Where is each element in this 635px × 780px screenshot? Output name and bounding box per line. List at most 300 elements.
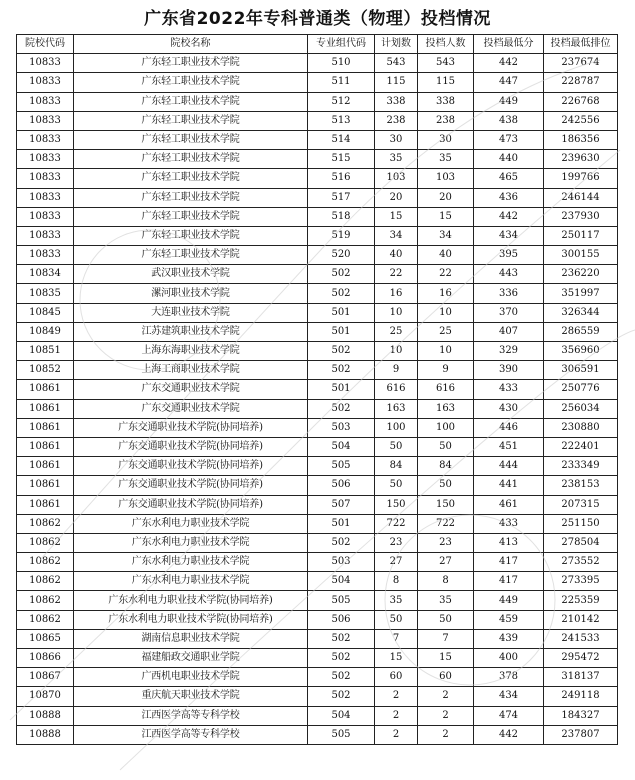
- cell-min-rank: 250117: [544, 226, 618, 245]
- cell-plan-count: 616: [375, 380, 418, 399]
- cell-admitted-count: 9: [418, 361, 474, 380]
- cell-plan-count: 15: [375, 649, 418, 668]
- cell-plan-count: 23: [375, 533, 418, 552]
- cell-min-score: 446: [474, 418, 544, 437]
- cell-plan-count: 8: [375, 572, 418, 591]
- cell-school-code: 10861: [17, 399, 74, 418]
- cell-min-rank: 210142: [544, 610, 618, 629]
- page-title: 广东省2022年专科普通类（物理）投档情况: [144, 9, 491, 29]
- cell-min-score: 434: [474, 226, 544, 245]
- cell-school-name: 福建船政交通职业学院: [74, 649, 308, 668]
- cell-school-name: 江苏建筑职业技术学院: [74, 322, 308, 341]
- cell-school-name: 广西机电职业技术学院: [74, 668, 308, 687]
- cell-min-score: 430: [474, 399, 544, 418]
- cell-min-score: 474: [474, 706, 544, 725]
- cell-admitted-count: 20: [418, 188, 474, 207]
- cell-min-rank: 251150: [544, 514, 618, 533]
- cell-school-name: 广东轻工职业技术学院: [74, 188, 308, 207]
- cell-min-rank: 250776: [544, 380, 618, 399]
- cell-school-code: 10849: [17, 322, 74, 341]
- table-row: [17, 495, 618, 514]
- cell-school-code: 10862: [17, 591, 74, 610]
- table-row: [17, 591, 618, 610]
- cell-plan-count: 2: [375, 706, 418, 725]
- cell-min-rank: 225359: [544, 591, 618, 610]
- cell-major-group-code: 505: [308, 457, 375, 476]
- admission-table: [16, 34, 618, 745]
- cell-admitted-count: 100: [418, 418, 474, 437]
- cell-school-name: 广东交通职业技术学院: [74, 399, 308, 418]
- cell-min-rank: 230880: [544, 418, 618, 437]
- cell-admitted-count: 338: [418, 92, 474, 111]
- cell-min-rank: 236220: [544, 265, 618, 284]
- cell-min-rank: 246144: [544, 188, 618, 207]
- cell-school-code: 10833: [17, 207, 74, 226]
- cell-plan-count: 10: [375, 342, 418, 361]
- cell-admitted-count: 35: [418, 150, 474, 169]
- cell-plan-count: 30: [375, 130, 418, 149]
- cell-min-rank: 351997: [544, 284, 618, 303]
- table-row: [17, 649, 618, 668]
- table-row: [17, 226, 618, 245]
- cell-admitted-count: 22: [418, 265, 474, 284]
- cell-plan-count: 50: [375, 437, 418, 456]
- table-row: [17, 54, 618, 73]
- cell-major-group-code: 502: [308, 668, 375, 687]
- cell-min-score: 417: [474, 553, 544, 572]
- cell-admitted-count: 10: [418, 303, 474, 322]
- cell-school-code: 10861: [17, 380, 74, 399]
- table-row: [17, 342, 618, 361]
- cell-major-group-code: 510: [308, 54, 375, 73]
- cell-major-group-code: 503: [308, 553, 375, 572]
- cell-admitted-count: 84: [418, 457, 474, 476]
- cell-min-score: 378: [474, 668, 544, 687]
- table-row: [17, 284, 618, 303]
- table-row: [17, 687, 618, 706]
- cell-major-group-code: 517: [308, 188, 375, 207]
- cell-major-group-code: 504: [308, 572, 375, 591]
- cell-school-code: 10888: [17, 706, 74, 725]
- cell-min-rank: 241533: [544, 629, 618, 648]
- cell-min-score: 439: [474, 629, 544, 648]
- cell-plan-count: 543: [375, 54, 418, 73]
- cell-min-score: 434: [474, 687, 544, 706]
- cell-admitted-count: 60: [418, 668, 474, 687]
- table-row: [17, 246, 618, 265]
- table-row: [17, 514, 618, 533]
- cell-major-group-code: 511: [308, 73, 375, 92]
- cell-admitted-count: 2: [418, 687, 474, 706]
- table-row: [17, 188, 618, 207]
- table-row: [17, 130, 618, 149]
- table-row: [17, 706, 618, 725]
- cell-plan-count: 338: [375, 92, 418, 111]
- cell-admitted-count: 30: [418, 130, 474, 149]
- cell-school-name: 广东轻工职业技术学院: [74, 111, 308, 130]
- cell-admitted-count: 103: [418, 169, 474, 188]
- cell-plan-count: 100: [375, 418, 418, 437]
- cell-school-code: 10861: [17, 495, 74, 514]
- cell-school-code: 10861: [17, 418, 74, 437]
- cell-plan-count: 50: [375, 476, 418, 495]
- cell-plan-count: 15: [375, 207, 418, 226]
- table-row: [17, 725, 618, 744]
- cell-major-group-code: 502: [308, 361, 375, 380]
- cell-school-name: 广东轻工职业技术学院: [74, 92, 308, 111]
- cell-major-group-code: 502: [308, 265, 375, 284]
- cell-school-name: 广东轻工职业技术学院: [74, 150, 308, 169]
- cell-school-name: 上海东海职业技术学院: [74, 342, 308, 361]
- cell-min-score: 442: [474, 725, 544, 744]
- cell-major-group-code: 513: [308, 111, 375, 130]
- cell-plan-count: 150: [375, 495, 418, 514]
- cell-admitted-count: 23: [418, 533, 474, 552]
- cell-min-rank: 228787: [544, 73, 618, 92]
- cell-school-code: 10862: [17, 514, 74, 533]
- cell-plan-count: 34: [375, 226, 418, 245]
- cell-min-rank: 326344: [544, 303, 618, 322]
- cell-min-score: 442: [474, 54, 544, 73]
- cell-plan-count: 27: [375, 553, 418, 572]
- cell-min-score: 443: [474, 265, 544, 284]
- cell-major-group-code: 516: [308, 169, 375, 188]
- cell-school-code: 10835: [17, 284, 74, 303]
- table-row: [17, 265, 618, 284]
- cell-plan-count: 16: [375, 284, 418, 303]
- cell-min-score: 413: [474, 533, 544, 552]
- cell-major-group-code: 501: [308, 380, 375, 399]
- cell-major-group-code: 502: [308, 629, 375, 648]
- table-row: [17, 169, 618, 188]
- cell-school-code: 10833: [17, 73, 74, 92]
- cell-min-rank: 278504: [544, 533, 618, 552]
- cell-school-name: 广东交通职业技术学院(协同培养): [74, 476, 308, 495]
- header-major-group-code: 专业组代码: [308, 35, 375, 54]
- cell-min-rank: 239630: [544, 150, 618, 169]
- cell-school-code: 10833: [17, 169, 74, 188]
- cell-min-score: 329: [474, 342, 544, 361]
- cell-admitted-count: 34: [418, 226, 474, 245]
- table-body: [17, 54, 618, 745]
- cell-min-rank: 306591: [544, 361, 618, 380]
- cell-plan-count: 103: [375, 169, 418, 188]
- cell-major-group-code: 502: [308, 342, 375, 361]
- cell-major-group-code: 502: [308, 687, 375, 706]
- cell-min-score: 370: [474, 303, 544, 322]
- cell-school-name: 广东交通职业技术学院(协同培养): [74, 437, 308, 456]
- cell-school-name: 广东轻工职业技术学院: [74, 246, 308, 265]
- cell-min-rank: 318137: [544, 668, 618, 687]
- cell-school-name: 广东交通职业技术学院(协同培养): [74, 495, 308, 514]
- cell-admitted-count: 35: [418, 591, 474, 610]
- header-admitted-count: 投档人数: [418, 35, 474, 54]
- cell-school-code: 10865: [17, 629, 74, 648]
- header-school-name: 院校名称: [74, 35, 308, 54]
- cell-school-code: 10833: [17, 226, 74, 245]
- table-row: [17, 380, 618, 399]
- cell-school-code: 10862: [17, 572, 74, 591]
- cell-plan-count: 40: [375, 246, 418, 265]
- cell-major-group-code: 518: [308, 207, 375, 226]
- cell-admitted-count: 7: [418, 629, 474, 648]
- cell-plan-count: 50: [375, 610, 418, 629]
- cell-admitted-count: 8: [418, 572, 474, 591]
- cell-admitted-count: 27: [418, 553, 474, 572]
- cell-school-code: 10833: [17, 188, 74, 207]
- header-plan-count: 计划数: [375, 35, 418, 54]
- cell-school-name: 广东交通职业技术学院: [74, 380, 308, 399]
- cell-min-rank: 199766: [544, 169, 618, 188]
- cell-major-group-code: 504: [308, 437, 375, 456]
- cell-plan-count: 22: [375, 265, 418, 284]
- cell-min-rank: 300155: [544, 246, 618, 265]
- cell-school-name: 广东交通职业技术学院(协同培养): [74, 457, 308, 476]
- cell-admitted-count: 616: [418, 380, 474, 399]
- cell-plan-count: 115: [375, 73, 418, 92]
- table-row: [17, 207, 618, 226]
- cell-school-code: 10862: [17, 553, 74, 572]
- table-row: [17, 361, 618, 380]
- cell-school-code: 10867: [17, 668, 74, 687]
- cell-major-group-code: 502: [308, 533, 375, 552]
- cell-min-rank: 238153: [544, 476, 618, 495]
- cell-plan-count: 84: [375, 457, 418, 476]
- cell-major-group-code: 520: [308, 246, 375, 265]
- cell-min-score: 459: [474, 610, 544, 629]
- cell-min-rank: 295472: [544, 649, 618, 668]
- cell-min-score: 441: [474, 476, 544, 495]
- cell-school-code: 10833: [17, 246, 74, 265]
- cell-school-code: 10833: [17, 150, 74, 169]
- cell-school-name: 广东水利电力职业技术学院: [74, 572, 308, 591]
- cell-plan-count: 35: [375, 591, 418, 610]
- cell-major-group-code: 507: [308, 495, 375, 514]
- cell-admitted-count: 238: [418, 111, 474, 130]
- header-min-score: 投档最低分: [474, 35, 544, 54]
- cell-plan-count: 722: [375, 514, 418, 533]
- cell-major-group-code: 512: [308, 92, 375, 111]
- cell-major-group-code: 506: [308, 610, 375, 629]
- cell-major-group-code: 514: [308, 130, 375, 149]
- cell-school-name: 江西医学高等专科学校: [74, 706, 308, 725]
- cell-plan-count: 2: [375, 687, 418, 706]
- cell-min-score: 436: [474, 188, 544, 207]
- cell-min-rank: 273395: [544, 572, 618, 591]
- cell-min-score: 433: [474, 380, 544, 399]
- cell-major-group-code: 519: [308, 226, 375, 245]
- cell-school-code: 10834: [17, 265, 74, 284]
- cell-min-score: 417: [474, 572, 544, 591]
- cell-school-code: 10861: [17, 476, 74, 495]
- cell-major-group-code: 503: [308, 418, 375, 437]
- cell-min-rank: 242556: [544, 111, 618, 130]
- cell-admitted-count: 16: [418, 284, 474, 303]
- cell-major-group-code: 501: [308, 303, 375, 322]
- cell-min-rank: 207315: [544, 495, 618, 514]
- cell-major-group-code: 502: [308, 399, 375, 418]
- cell-min-rank: 273552: [544, 553, 618, 572]
- cell-min-score: 440: [474, 150, 544, 169]
- cell-min-rank: 256034: [544, 399, 618, 418]
- cell-admitted-count: 163: [418, 399, 474, 418]
- table-row: [17, 399, 618, 418]
- header-school-code: 院校代码: [17, 35, 74, 54]
- cell-school-code: 10833: [17, 92, 74, 111]
- cell-school-code: 10870: [17, 687, 74, 706]
- cell-min-score: 444: [474, 457, 544, 476]
- table-header: [17, 35, 618, 54]
- table-row: [17, 111, 618, 130]
- cell-plan-count: 163: [375, 399, 418, 418]
- cell-admitted-count: 150: [418, 495, 474, 514]
- cell-school-code: 10888: [17, 725, 74, 744]
- cell-plan-count: 20: [375, 188, 418, 207]
- cell-major-group-code: 515: [308, 150, 375, 169]
- cell-major-group-code: 501: [308, 514, 375, 533]
- table-row: [17, 150, 618, 169]
- table-row: [17, 303, 618, 322]
- cell-plan-count: 25: [375, 322, 418, 341]
- cell-admitted-count: 50: [418, 476, 474, 495]
- cell-admitted-count: 115: [418, 73, 474, 92]
- cell-school-name: 广东水利电力职业技术学院: [74, 533, 308, 552]
- table-row: [17, 572, 618, 591]
- cell-admitted-count: 2: [418, 725, 474, 744]
- cell-school-code: 10861: [17, 437, 74, 456]
- cell-plan-count: 60: [375, 668, 418, 687]
- cell-school-name: 广东轻工职业技术学院: [74, 207, 308, 226]
- cell-major-group-code: 505: [308, 591, 375, 610]
- table-row: [17, 73, 618, 92]
- table-row: [17, 322, 618, 341]
- cell-admitted-count: 10: [418, 342, 474, 361]
- cell-min-rank: 237807: [544, 725, 618, 744]
- cell-min-rank: 356960: [544, 342, 618, 361]
- cell-school-name: 大连职业技术学院: [74, 303, 308, 322]
- header-row: [17, 35, 618, 54]
- cell-min-rank: 286559: [544, 322, 618, 341]
- cell-school-code: 10833: [17, 54, 74, 73]
- cell-min-score: 400: [474, 649, 544, 668]
- cell-school-name: 上海工商职业技术学院: [74, 361, 308, 380]
- cell-school-name: 漯河职业技术学院: [74, 284, 308, 303]
- cell-school-name: 广东水利电力职业技术学院: [74, 514, 308, 533]
- cell-min-score: 449: [474, 92, 544, 111]
- cell-min-score: 442: [474, 207, 544, 226]
- cell-plan-count: 2: [375, 725, 418, 744]
- header-min-rank: 投档最低排位: [544, 35, 618, 54]
- cell-min-score: 336: [474, 284, 544, 303]
- cell-school-code: 10862: [17, 610, 74, 629]
- cell-min-score: 447: [474, 73, 544, 92]
- cell-min-score: 451: [474, 437, 544, 456]
- cell-school-code: 10845: [17, 303, 74, 322]
- cell-school-name: 广东轻工职业技术学院: [74, 169, 308, 188]
- cell-school-code: 10851: [17, 342, 74, 361]
- cell-admitted-count: 722: [418, 514, 474, 533]
- table-row: [17, 418, 618, 437]
- cell-school-code: 10861: [17, 457, 74, 476]
- cell-school-name: 重庆航天职业技术学院: [74, 687, 308, 706]
- cell-school-name: 广东轻工职业技术学院: [74, 226, 308, 245]
- table-row: [17, 533, 618, 552]
- table-row: [17, 437, 618, 456]
- cell-min-score: 395: [474, 246, 544, 265]
- cell-plan-count: 35: [375, 150, 418, 169]
- cell-school-name: 广东轻工职业技术学院: [74, 54, 308, 73]
- cell-admitted-count: 15: [418, 207, 474, 226]
- cell-min-rank: 226768: [544, 92, 618, 111]
- cell-major-group-code: 505: [308, 725, 375, 744]
- cell-admitted-count: 543: [418, 54, 474, 73]
- cell-school-code: 10833: [17, 130, 74, 149]
- cell-school-name: 广东水利电力职业技术学院(协同培养): [74, 610, 308, 629]
- cell-min-score: 407: [474, 322, 544, 341]
- cell-min-rank: 186356: [544, 130, 618, 149]
- cell-school-name: 广东轻工职业技术学院: [74, 130, 308, 149]
- cell-major-group-code: 502: [308, 649, 375, 668]
- table-row: [17, 629, 618, 648]
- cell-plan-count: 9: [375, 361, 418, 380]
- cell-school-name: 湖南信息职业技术学院: [74, 629, 308, 648]
- cell-min-score: 473: [474, 130, 544, 149]
- cell-major-group-code: 506: [308, 476, 375, 495]
- cell-school-code: 10852: [17, 361, 74, 380]
- cell-plan-count: 7: [375, 629, 418, 648]
- cell-min-score: 438: [474, 111, 544, 130]
- cell-min-rank: 222401: [544, 437, 618, 456]
- cell-min-score: 433: [474, 514, 544, 533]
- cell-admitted-count: 2: [418, 706, 474, 725]
- cell-major-group-code: 504: [308, 706, 375, 725]
- cell-school-name: 江西医学高等专科学校: [74, 725, 308, 744]
- cell-admitted-count: 50: [418, 437, 474, 456]
- cell-min-rank: 249118: [544, 687, 618, 706]
- cell-min-score: 449: [474, 591, 544, 610]
- cell-plan-count: 10: [375, 303, 418, 322]
- cell-major-group-code: 501: [308, 322, 375, 341]
- table-row: [17, 553, 618, 572]
- cell-school-name: 广东交通职业技术学院(协同培养): [74, 418, 308, 437]
- table-row: [17, 457, 618, 476]
- table-row: [17, 610, 618, 629]
- cell-min-rank: 237674: [544, 54, 618, 73]
- cell-min-rank: 237930: [544, 207, 618, 226]
- cell-plan-count: 238: [375, 111, 418, 130]
- cell-school-code: 10862: [17, 533, 74, 552]
- cell-admitted-count: 40: [418, 246, 474, 265]
- cell-major-group-code: 502: [308, 284, 375, 303]
- cell-school-name: 广东水利电力职业技术学院: [74, 553, 308, 572]
- cell-school-code: 10833: [17, 111, 74, 130]
- cell-min-score: 390: [474, 361, 544, 380]
- cell-school-name: 武汉职业技术学院: [74, 265, 308, 284]
- cell-school-code: 10866: [17, 649, 74, 668]
- table-row: [17, 92, 618, 111]
- cell-admitted-count: 50: [418, 610, 474, 629]
- cell-min-score: 465: [474, 169, 544, 188]
- cell-min-rank: 184327: [544, 706, 618, 725]
- cell-admitted-count: 25: [418, 322, 474, 341]
- cell-admitted-count: 15: [418, 649, 474, 668]
- table-row: [17, 476, 618, 495]
- cell-school-name: 广东轻工职业技术学院: [74, 73, 308, 92]
- table-row: [17, 668, 618, 687]
- cell-school-name: 广东水利电力职业技术学院(协同培养): [74, 591, 308, 610]
- cell-min-rank: 233349: [544, 457, 618, 476]
- cell-min-score: 461: [474, 495, 544, 514]
